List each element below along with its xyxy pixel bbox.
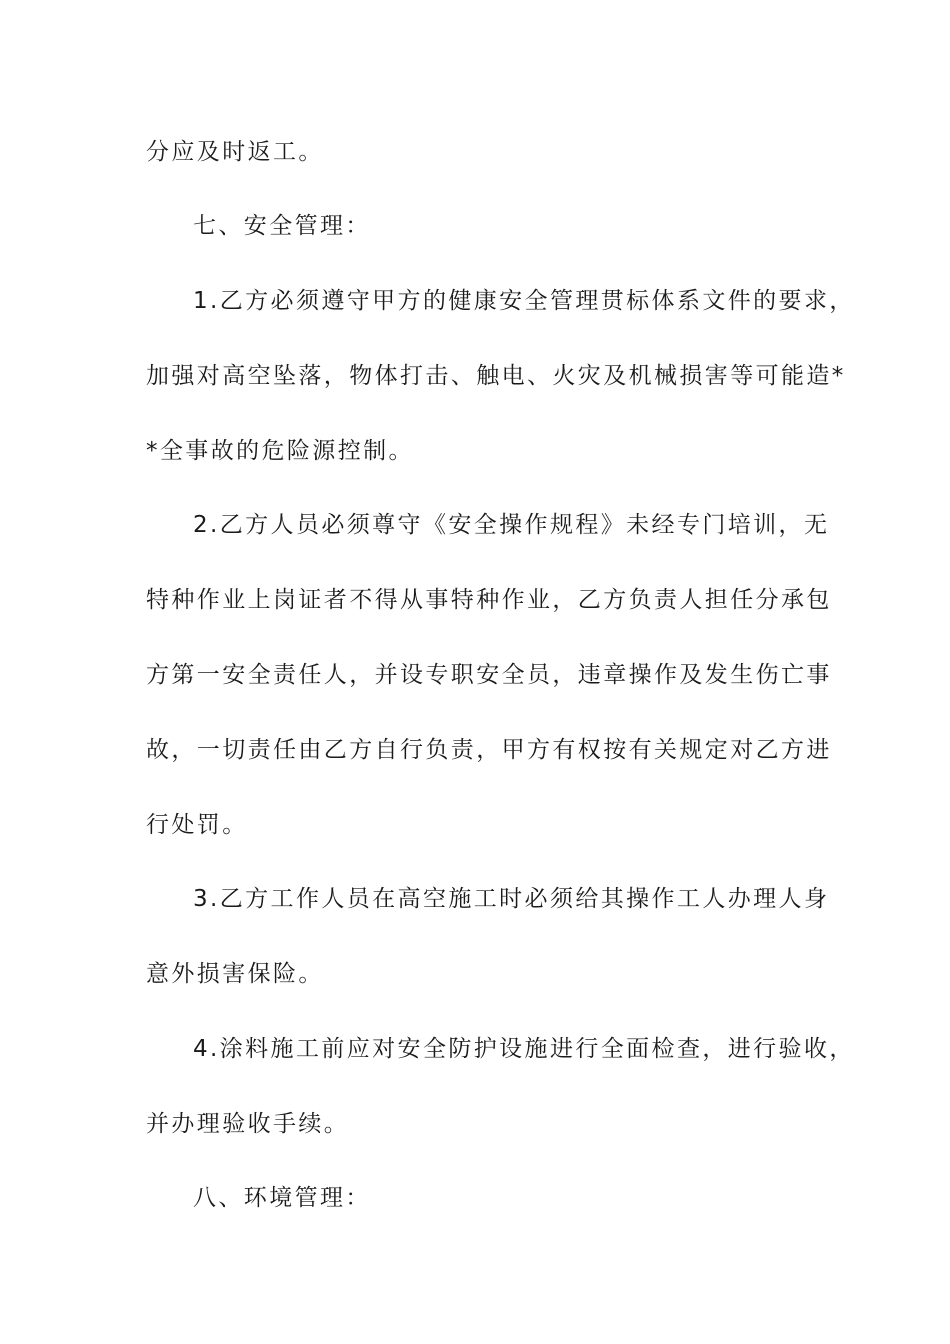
paragraph-line: 加强对高空坠落，物体打击、触电、火灾及机械损害等可能造* — [146, 363, 846, 389]
paragraph-line: 2.乙方人员必须尊守《安全操作规程》未经专门培训，无 — [193, 512, 830, 538]
section-heading-environment: 八、环境管理： — [193, 1185, 371, 1211]
paragraph-line: 1.乙方必须遵守甲方的健康安全管理贯标体系文件的要求， — [193, 288, 855, 314]
paragraph-line: 并办理验收手续。 — [146, 1111, 350, 1137]
paragraph-line: 故，一切责任由乙方自行负责，甲方有权按有关规定对乙方进 — [146, 737, 832, 763]
paragraph-line: 特种作业上岗证者不得从事特种作业，乙方负责人担任分承包 — [146, 587, 832, 613]
paragraph-line: 方第一安全责任人，并设专职安全员，违章操作及发生伤亡事 — [146, 662, 832, 688]
paragraph-line: *全事故的危险源控制。 — [146, 438, 414, 464]
paragraph-line: 分应及时返工。 — [146, 139, 324, 165]
section-heading-safety: 七、安全管理： — [193, 213, 371, 239]
paragraph-line: 行处罚。 — [146, 812, 248, 838]
paragraph-line: 意外损害保险。 — [146, 961, 324, 987]
paragraph-line: 3.乙方工作人员在高空施工时必须给其操作工人办理人身 — [193, 886, 830, 912]
paragraph-line: 4.涂料施工前应对安全防护设施进行全面检查，进行验收， — [193, 1036, 855, 1062]
